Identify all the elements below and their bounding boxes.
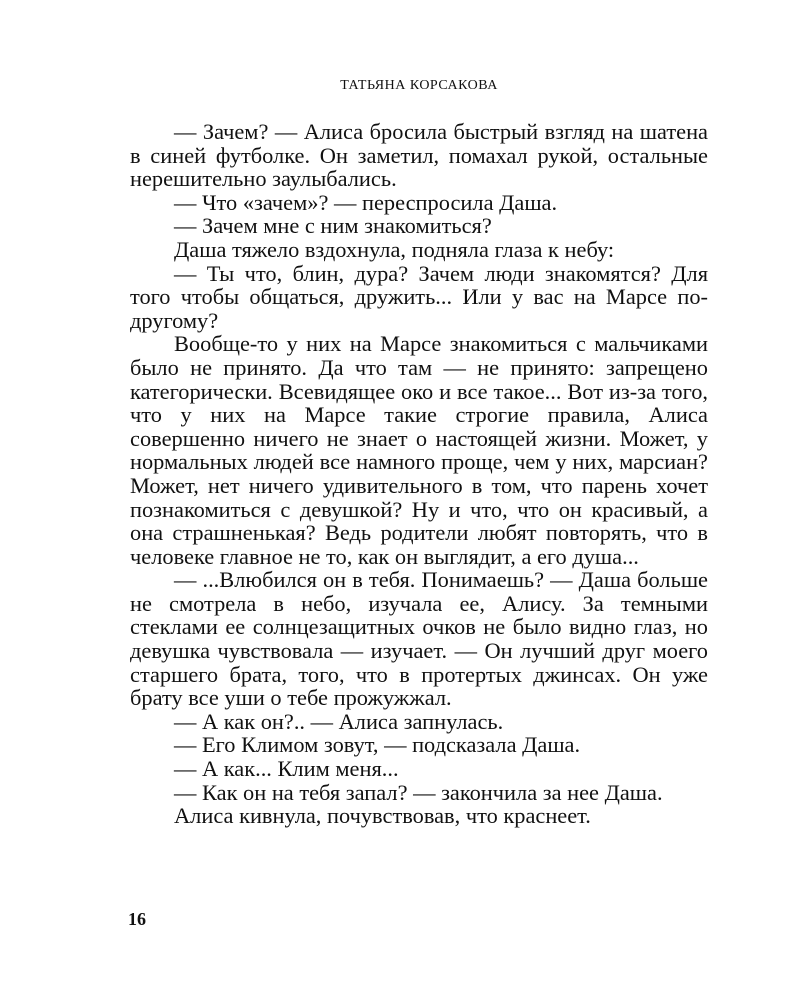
paragraph: — ...Влюбился он в тебя. Понимаешь? — Даша больше не смотрела в небо, изучала ее, Алису. За темными стеклами ее солнцезащитных очков не было видно глаз, но девушка чувствовала — изучает. — Он лучший друг моего старшего брата, того, что в протертых джинсах. Он уже брату все уши о тебе прожужжал. — [130, 567, 708, 711]
paragraph: — Ты что, блин, дура? Зачем люди знакомятся? Для того чтобы общаться, дружить... Или у вас на Марсе по-другому? — [130, 260, 708, 333]
paragraph: — Зачем? — Алиса бросила быстрый взгляд на шатена в синей футболке. Он заметил, помахал рукой, остальные нерешительно заулыбались. — [130, 119, 708, 192]
paragraph: — Как он на тебя запал? — закончила за нее Даша. — [174, 779, 663, 805]
paragraph: — Что «зачем»? — переспросила Даша. — [174, 189, 558, 215]
paragraph: Вообще-то у них на Марсе знакомиться с мальчиками было не принято. Да что там — не принято: запрещено категорически. Всевидящее око и все такое... Вот из-за того, что у них на Марсе такие строгие правила, Алиса совершенно ничего не знает о настоящей жизни. Может, у нормальных людей все намного проще, чем у них, марсиан? Может, нет ничего удивительного в том, что парень хочет познакомиться с девушкой? Ну и что, что он красивый, а она страшненькая? Ведь родители любят повторять, что в человеке главное не то, как он выглядит, а его душа... — [130, 331, 708, 569]
paragraph: — Зачем мне с ним знакомиться? — [174, 213, 492, 239]
paragraph: — Его Климом зовут, — подсказала Даша. — [174, 732, 581, 758]
paragraph: Даша тяжело вздохнула, подняла глаза к небу: — [174, 236, 615, 262]
page-number: 16 — [128, 909, 146, 929]
body-text — [130, 120, 708, 828]
paragraph: Алиса кивнула, почувствовав, что краснеет. — [174, 803, 591, 829]
paragraph: — А как он?.. — Алиса запнулась. — [174, 708, 504, 734]
paragraph: — А как... Клим меня... — [174, 756, 399, 782]
running-head: ТАТЬЯНА КОРСАКОВА — [340, 78, 498, 93]
